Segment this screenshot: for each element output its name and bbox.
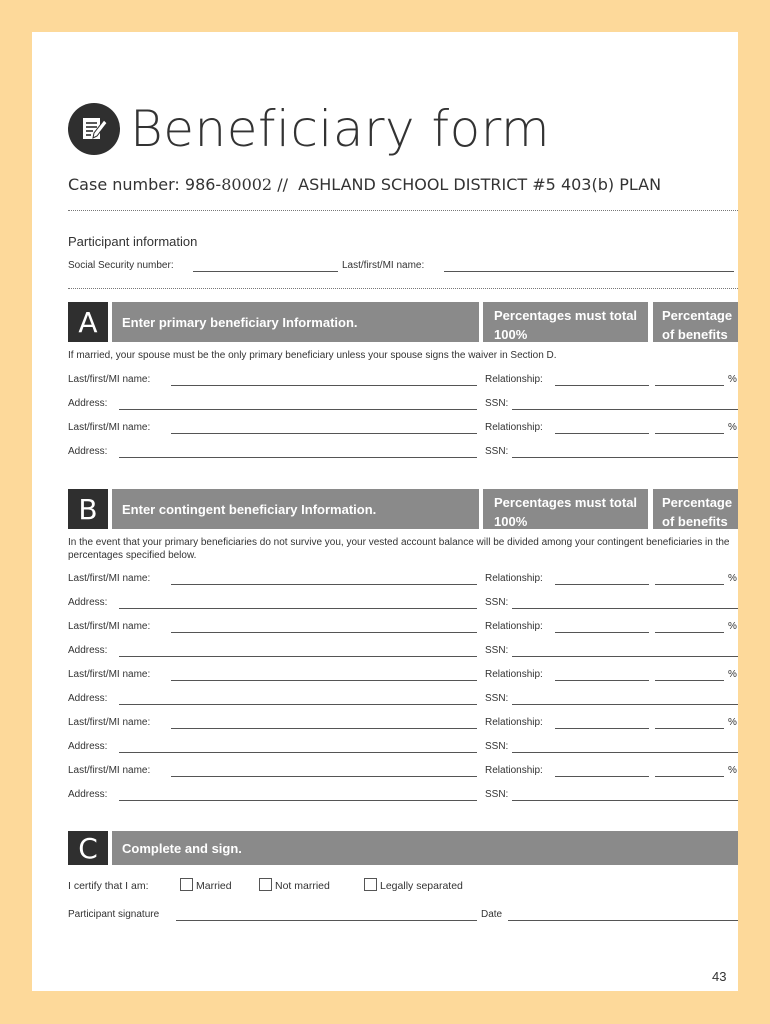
married-label: Married	[196, 880, 232, 892]
beneficiary-address-row	[68, 597, 738, 611]
not-married-label: Not married	[275, 880, 330, 892]
address-field[interactable]	[119, 409, 477, 410]
address-label: Address:	[68, 597, 108, 608]
section-b-benefit-col: Percentage of benefits	[653, 489, 738, 529]
legally-separated-checkbox[interactable]	[364, 878, 377, 891]
beneficiary-name-field[interactable]	[171, 385, 477, 386]
name-label: Last/first/MI name:	[68, 374, 151, 385]
beneficiary-address-row	[68, 645, 738, 659]
relationship-label: Relationship:	[485, 669, 543, 680]
beneficiary-name-row	[68, 573, 738, 587]
ssn-field[interactable]	[512, 800, 738, 801]
percent-field[interactable]	[655, 632, 724, 633]
form-edit-icon	[68, 103, 120, 155]
ssn-field[interactable]	[512, 457, 738, 458]
date-field[interactable]	[508, 920, 738, 921]
section-a-header	[68, 302, 738, 342]
section-b-header	[68, 489, 738, 529]
signature-row	[68, 909, 738, 923]
percent-field[interactable]	[655, 776, 724, 777]
participant-ssn-field[interactable]	[193, 271, 338, 272]
signature-label: Participant signature	[68, 909, 160, 920]
address-field[interactable]	[119, 608, 477, 609]
name-label: Last/first/MI name:	[68, 717, 151, 728]
address-label: Address:	[68, 789, 108, 800]
percent-sign: %	[728, 374, 737, 385]
address-field[interactable]	[119, 704, 477, 705]
section-c-header	[68, 831, 738, 865]
relationship-field[interactable]	[555, 584, 649, 585]
case-number: 80002	[221, 175, 273, 194]
beneficiary-name-row	[68, 765, 738, 779]
divider	[68, 210, 738, 211]
ssn-label: SSN:	[485, 741, 509, 752]
section-a-letter: A	[68, 302, 108, 342]
relationship-label: Relationship:	[485, 374, 543, 385]
percent-sign: %	[728, 621, 737, 632]
ssn-field[interactable]	[512, 409, 738, 410]
ssn-label: SSN:	[485, 446, 509, 457]
participant-name-field[interactable]	[444, 271, 734, 272]
address-label: Address:	[68, 693, 108, 704]
relationship-label: Relationship:	[485, 765, 543, 776]
relationship-field[interactable]	[555, 680, 649, 681]
ssn-label: SSN:	[485, 693, 509, 704]
percent-field[interactable]	[655, 584, 724, 585]
date-label: Date	[481, 909, 503, 920]
beneficiary-name-row	[68, 669, 738, 683]
section-c-letter: C	[68, 831, 108, 865]
section-a-note: If married, your spouse must be the only primary beneficiary unless your spouse signs the waiver in Section D.	[68, 350, 557, 361]
section-b-title: Enter contingent beneficiary Information.	[112, 489, 479, 529]
percent-sign: %	[728, 669, 737, 680]
ssn-field[interactable]	[512, 752, 738, 753]
ssn-label: SSN:	[485, 597, 509, 608]
page-title: Beneficiary form	[130, 100, 551, 158]
form-page	[32, 32, 738, 991]
address-field[interactable]	[119, 457, 477, 458]
address-label: Address:	[68, 446, 108, 457]
section-a-title: Enter primary beneficiary Information.	[112, 302, 479, 342]
percent-field[interactable]	[655, 728, 724, 729]
ssn-label: SSN:	[485, 789, 509, 800]
legally-separated-label: Legally separated	[380, 880, 463, 892]
section-a-pct-col: Percentages must total 100%	[483, 302, 648, 342]
address-label: Address:	[68, 645, 108, 656]
ssn-label: SSN:	[485, 645, 509, 656]
section-b-pct-col: Percentages must total 100%	[483, 489, 648, 529]
plan-name: // ASHLAND SCHOOL DISTRICT #5 403(b) PLAN	[272, 175, 662, 194]
beneficiary-address-row	[68, 398, 738, 412]
section-a-benefit-col: Percentage of benefits	[653, 302, 738, 342]
relationship-label: Relationship:	[485, 621, 543, 632]
beneficiary-name-field[interactable]	[171, 433, 477, 434]
address-label: Address:	[68, 398, 108, 409]
beneficiary-name-row	[68, 717, 738, 731]
percent-sign: %	[728, 573, 737, 584]
address-field[interactable]	[119, 656, 477, 657]
certify-row	[68, 878, 708, 894]
name-label: Last/first/MI name:	[68, 422, 151, 433]
divider	[68, 288, 738, 289]
beneficiary-address-row	[68, 741, 738, 755]
percent-field[interactable]	[655, 680, 724, 681]
relationship-field[interactable]	[555, 632, 649, 633]
section-b-letter: B	[68, 489, 108, 529]
ssn-field[interactable]	[512, 608, 738, 609]
page-number: 43	[712, 969, 727, 984]
beneficiary-name-field[interactable]	[171, 728, 477, 729]
case-prefix: Case number: 986-	[68, 175, 222, 194]
title-row	[68, 100, 550, 158]
percent-sign: %	[728, 765, 737, 776]
address-label: Address:	[68, 741, 108, 752]
ssn-label: SSN:	[485, 398, 509, 409]
beneficiary-name-field[interactable]	[171, 776, 477, 777]
beneficiary-name-row	[68, 422, 738, 436]
name-label: Last/first/MI name:	[68, 669, 151, 680]
relationship-label: Relationship:	[485, 573, 543, 584]
name-label: Last/first/MI name:	[68, 573, 151, 584]
percent-field[interactable]	[655, 385, 724, 386]
beneficiary-name-field[interactable]	[171, 584, 477, 585]
certify-label: I certify that I am:	[68, 880, 149, 892]
relationship-field[interactable]	[555, 728, 649, 729]
relationship-field[interactable]	[555, 776, 649, 777]
address-field[interactable]	[119, 800, 477, 801]
ssn-field[interactable]	[512, 704, 738, 705]
beneficiary-name-row	[68, 374, 738, 388]
case-number-line	[68, 175, 661, 194]
section-b-note: In the event that your primary beneficiaries do not survive you, your vested account balance will be divided among your contingent beneficiaries in the percentages specified below.	[68, 537, 730, 561]
married-checkbox[interactable]	[180, 878, 193, 891]
relationship-label: Relationship:	[485, 717, 543, 728]
percent-field[interactable]	[655, 433, 724, 434]
beneficiary-address-row	[68, 789, 738, 803]
ssn-field[interactable]	[512, 656, 738, 657]
relationship-field[interactable]	[555, 385, 649, 386]
name-label: Last/first/MI name:	[68, 765, 151, 776]
beneficiary-address-row	[68, 693, 738, 707]
not-married-checkbox[interactable]	[259, 878, 272, 891]
participant-row	[68, 260, 738, 274]
beneficiary-name-field[interactable]	[171, 680, 477, 681]
percent-sign: %	[728, 717, 737, 728]
percent-sign: %	[728, 422, 737, 433]
relationship-label: Relationship:	[485, 422, 543, 433]
address-field[interactable]	[119, 752, 477, 753]
signature-field[interactable]	[176, 920, 477, 921]
beneficiary-address-row	[68, 446, 738, 460]
participant-heading: Participant information	[68, 234, 198, 249]
participant-name-label: Last/first/MI name:	[342, 260, 425, 271]
section-c-title: Complete and sign.	[112, 831, 738, 865]
relationship-field[interactable]	[555, 433, 649, 434]
name-label: Last/first/MI name:	[68, 621, 151, 632]
participant-ssn-label: Social Security number:	[68, 260, 174, 271]
beneficiary-name-field[interactable]	[171, 632, 477, 633]
beneficiary-name-row	[68, 621, 738, 635]
